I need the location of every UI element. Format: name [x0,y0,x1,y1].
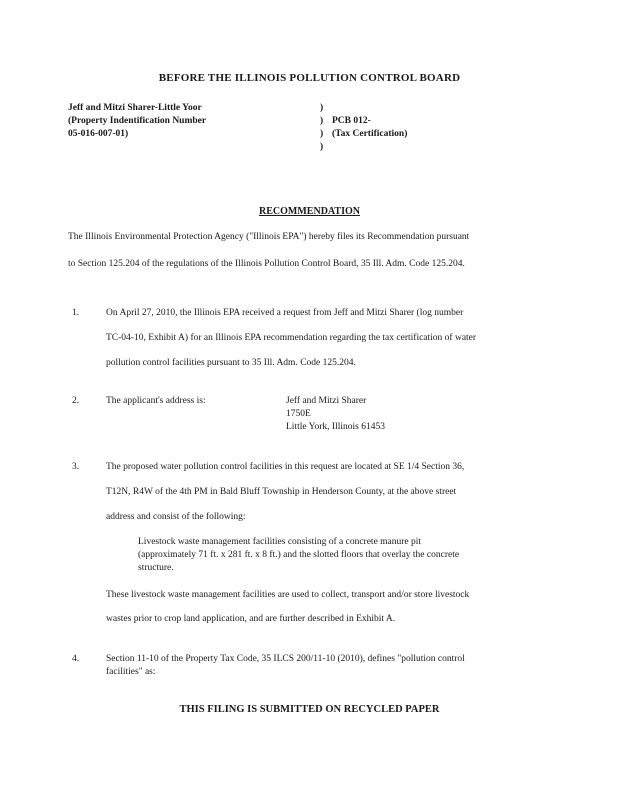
recommendation-title: RECOMMENDATION [259,206,360,217]
address-name: Jeff and Mitzi Sharer [286,396,367,406]
paragraph-3-line-3: address and consist of the following: [106,512,246,522]
paragraph-3-after-line-2: wastes prior to crop land application, and are further described in Exhibit A. [106,614,396,624]
case-type: (Tax Certification) [332,129,408,139]
block-quote-line-3: structure. [138,563,174,573]
caption-left-line-3: 05-016-007-01) [68,129,129,139]
block-quote-line-1: Livestock waste management facilities consisting of a concrete manure pit [138,537,422,547]
caption-bracket-3: ) [320,129,324,139]
paragraph-4-line-1: Section 11-10 of the Property Tax Code, 35 ILCS 200/11-10 (2010), defines "pollution control [106,654,465,664]
caption-bracket-2: ) [320,116,324,126]
paragraph-4-number: 4. [72,654,80,664]
page-footer: THIS FILING IS SUBMITTED ON RECYCLED PAPER [179,704,440,715]
paragraph-1-number: 1. [72,308,80,318]
paragraph-3-number: 3. [72,462,80,472]
address-city: Little York, Illinois 61453 [286,422,385,432]
caption-left-line-2: (Property Indentification Number [68,116,207,126]
paragraph-3-after-line-1: These livestock waste management facilities are used to collect, transport and/or store livestock [106,590,470,600]
paragraph-1-line-3: pollution control facilities pursuant to 35 Ill. Adm. Code 125.204. [106,358,356,368]
caption-left-line-1: Jeff and Mitzi Sharer-Little Yoor [68,103,202,113]
case-number: PCB 012- [332,116,371,126]
intro-line-2: to Section 125.204 of the regulations of the Illinois Pollution Control Board, 35 Ill. Adm. Code 125.204. [68,259,465,269]
paragraph-2-label: The applicant's address is: [106,396,206,406]
paragraph-1-line-2: TC-04-10, Exhibit A) for an Illinois EPA recommendation regarding the tax certification of water [106,333,477,343]
caption-bracket-1: ) [320,103,324,113]
intro-line-1: The Illinois Environmental Protection Agency ("Illinois EPA") hereby files its Recommendation pursuant [68,232,470,242]
paragraph-3-line-2: T12N, R4W of the 4th PM in Bald Bluff Township in Henderson County, at the above street [106,487,457,497]
block-quote-line-2: (approximately 71 ft. x 281 ft. x 8 ft.) and the slotted floors that overlay the concrete [138,550,460,560]
paragraph-4-line-2: facilities" as: [106,667,156,677]
page-title: BEFORE THE ILLINOIS POLLUTION CONTROL BOARD [158,72,461,84]
caption-bracket-4: ) [320,142,324,152]
paragraph-3-line-1: The proposed water pollution control facilities in this request are located at SE 1/4 Section 36, [106,462,465,472]
paragraph-2-number: 2. [72,396,80,406]
paragraph-1-line-1: On April 27, 2010, the Illinois EPA received a request from Jeff and Mitzi Sharer (log number [106,308,464,318]
address-street: 1750E [286,409,311,419]
